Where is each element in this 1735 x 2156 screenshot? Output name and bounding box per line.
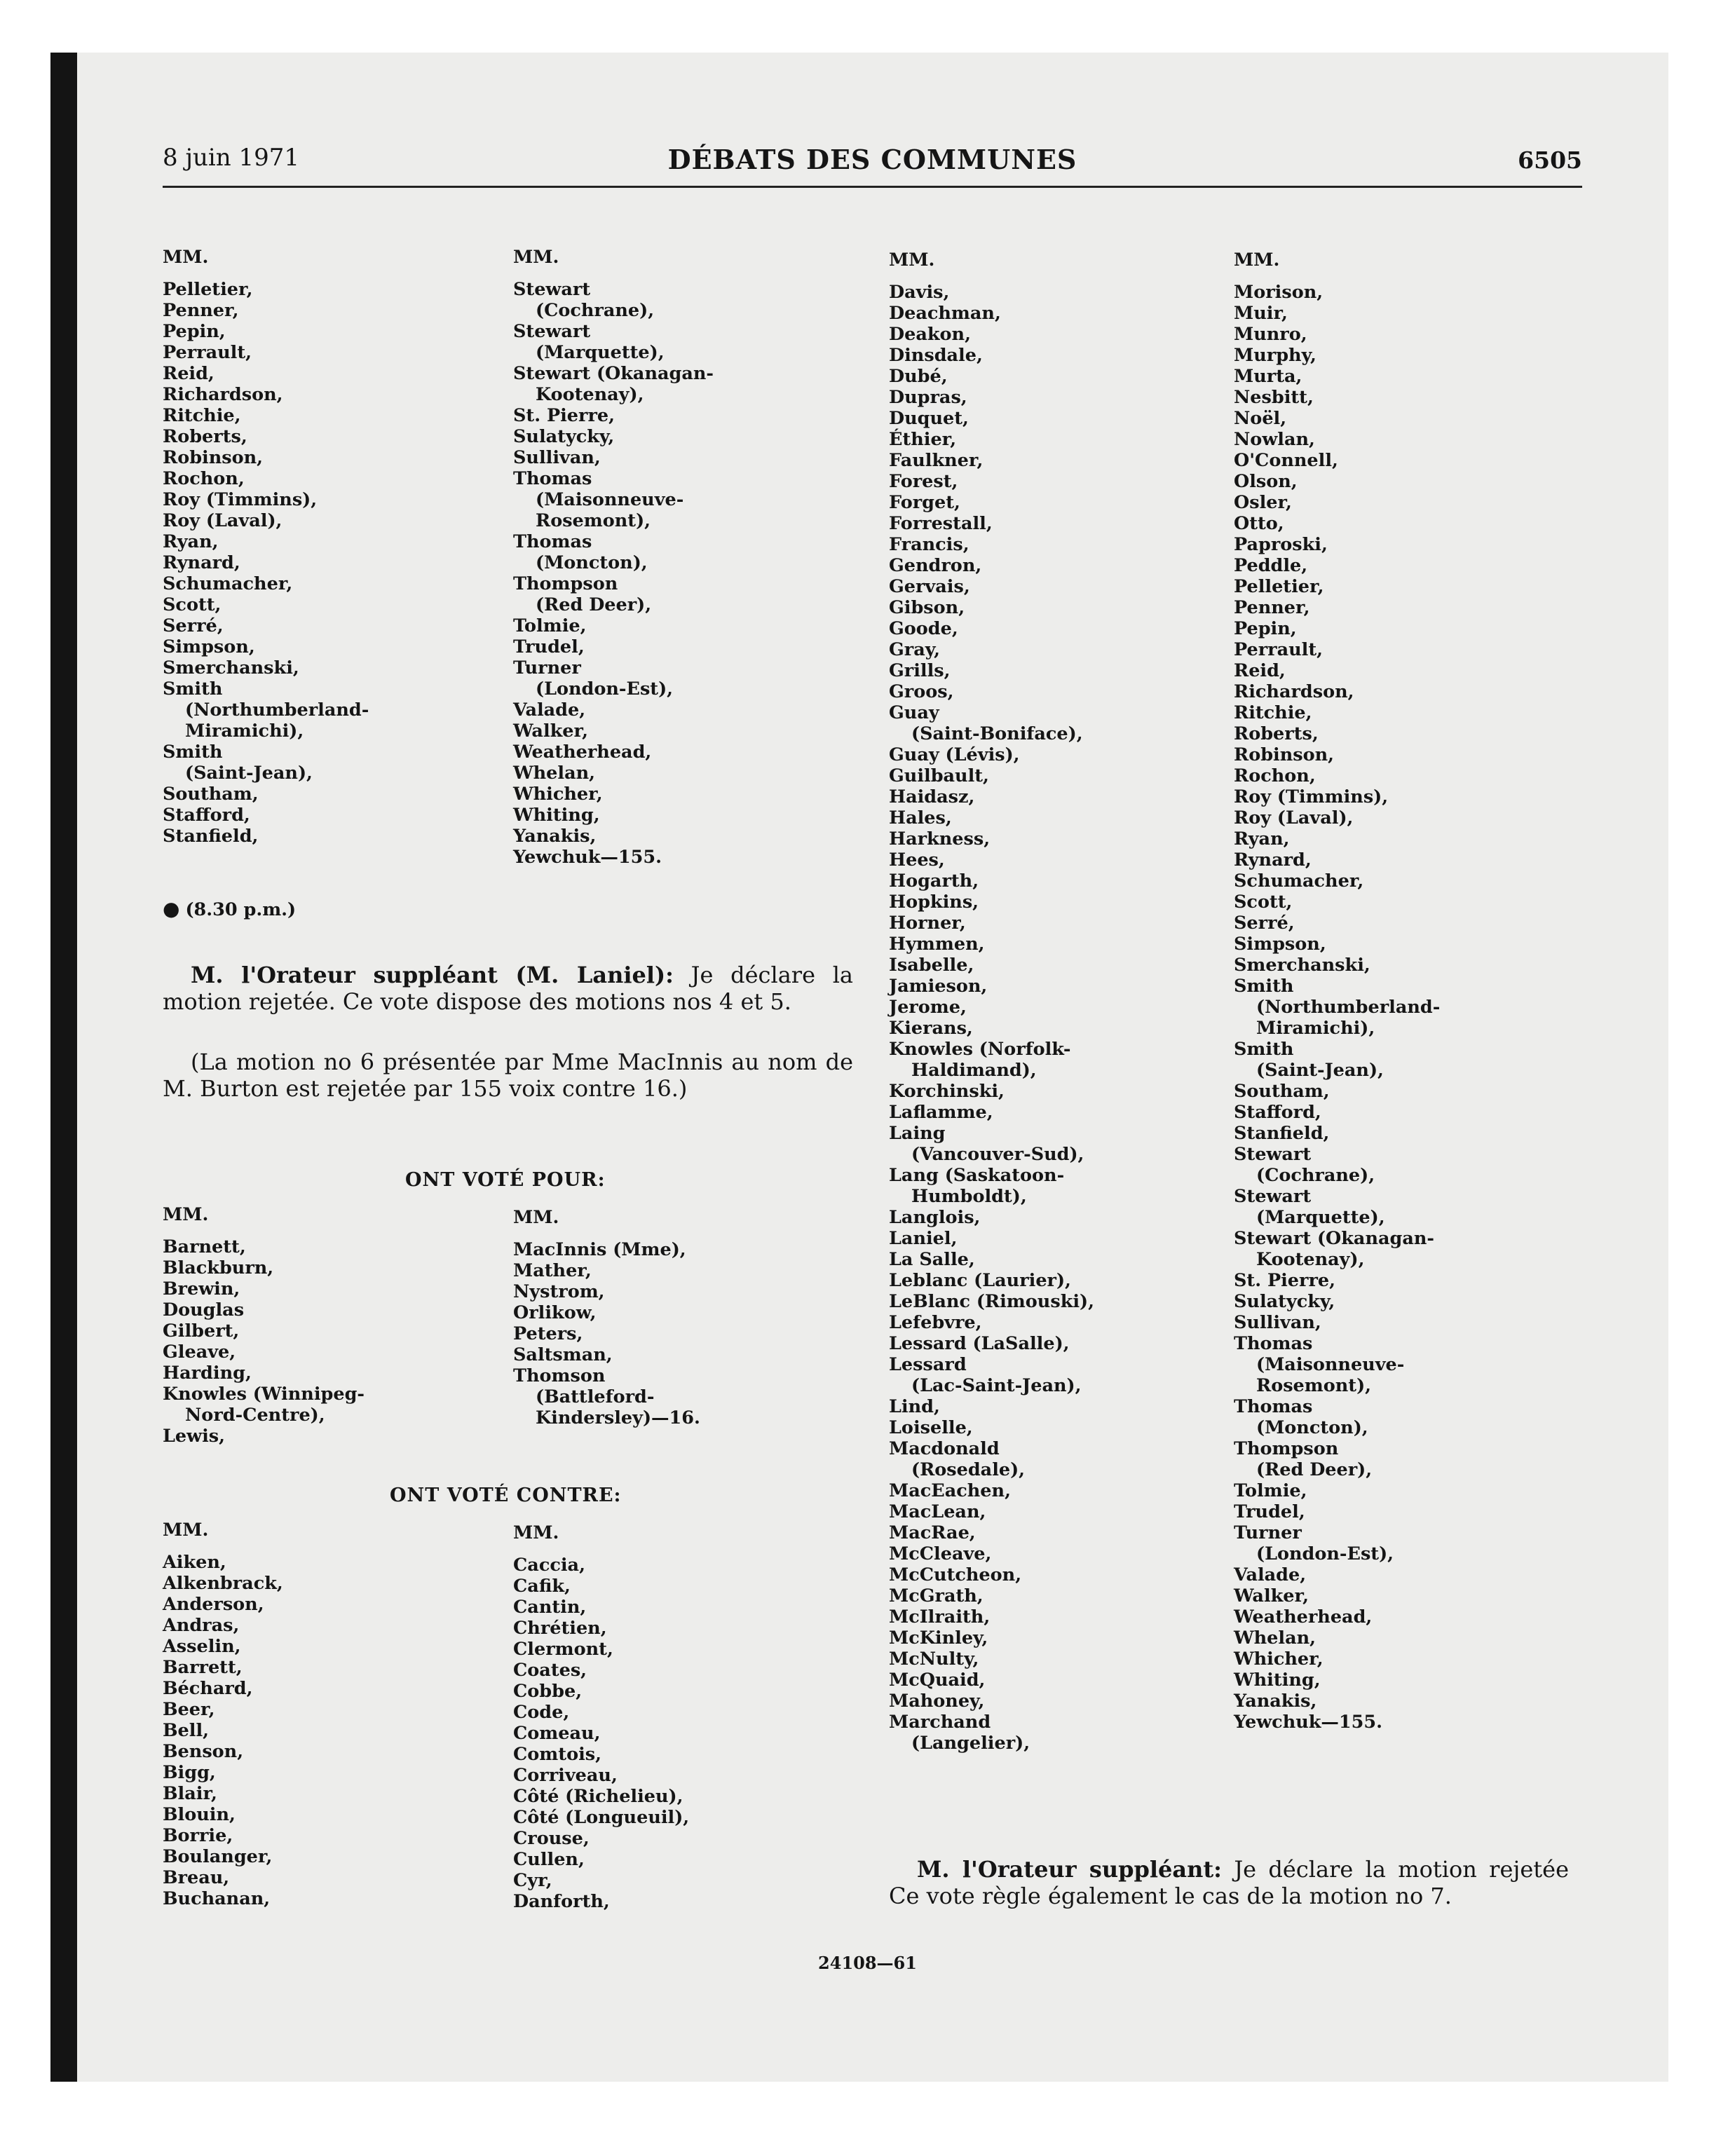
timestamp-text: (8.30 p.m.) <box>185 899 297 920</box>
member-name: Scott, <box>1234 892 1293 913</box>
member-name: Rynard, <box>163 552 240 573</box>
member-name: Mather, <box>513 1260 592 1281</box>
mm-label: MM. <box>513 1207 559 1228</box>
member-name: Cafik, <box>513 1576 571 1597</box>
member-name: Bigg, <box>163 1762 216 1783</box>
member-name: Stewart <box>1234 1144 1312 1165</box>
member-name: Trudel, <box>1234 1501 1305 1522</box>
member-name: Hymmen, <box>889 934 985 955</box>
member-name: Deakon, <box>889 324 971 345</box>
member-name: (Marquette), <box>1256 1207 1385 1228</box>
member-name: Smith <box>163 742 223 763</box>
member-name: Sullivan, <box>513 447 601 468</box>
member-name: (Maisonneuve- <box>1256 1354 1405 1375</box>
member-name: Schumacher, <box>1234 871 1364 892</box>
member-name: Macdonald <box>889 1438 1000 1459</box>
mm-label: MM. <box>513 1522 559 1543</box>
member-name: Whiting, <box>1234 1670 1321 1691</box>
mm-label: MM. <box>163 247 209 268</box>
member-name: (Battleford- <box>536 1386 655 1407</box>
member-name: (Northumberland- <box>185 700 369 721</box>
member-name: Pepin, <box>163 321 226 342</box>
member-name: Alkenbrack, <box>163 1573 283 1594</box>
member-name: Guay <box>889 702 939 723</box>
member-name: Yanakis, <box>1234 1691 1317 1712</box>
member-name: Whicher, <box>513 784 603 805</box>
mm-label: MM. <box>513 247 559 268</box>
member-name: (Northumberland- <box>1256 997 1441 1018</box>
member-name: Trudel, <box>513 636 585 657</box>
member-name: Reid, <box>163 363 215 384</box>
member-name: Code, <box>513 1702 570 1723</box>
member-name: Roy (Timmins), <box>163 489 318 510</box>
name-list <box>163 1236 365 1447</box>
member-name: Haldimand), <box>911 1060 1037 1081</box>
member-name: Marchand <box>889 1712 991 1733</box>
member-name: St. Pierre, <box>1234 1270 1336 1291</box>
member-name: Clermont, <box>513 1639 613 1660</box>
member-name: Harkness, <box>889 828 991 850</box>
member-name: Harding, <box>163 1363 252 1384</box>
member-name: Olson, <box>1234 471 1298 492</box>
member-name: Valade, <box>1234 1564 1307 1585</box>
member-name: Laflamme, <box>889 1102 993 1123</box>
member-name: LeBlanc (Rimouski), <box>889 1291 1094 1312</box>
member-name: MacRae, <box>889 1522 976 1543</box>
member-name: Nystrom, <box>513 1281 605 1302</box>
member-name: (Red Deer), <box>536 594 652 615</box>
member-name: MacEachen, <box>889 1480 1011 1501</box>
member-name: Kindersley)—16. <box>536 1407 700 1428</box>
member-name: Stewart <box>513 279 591 300</box>
member-name: Stewart <box>1234 1186 1312 1207</box>
contre-column-4 <box>1234 250 1440 1733</box>
member-name: Sulatycky, <box>1234 1291 1335 1312</box>
member-name: Gleave, <box>163 1342 236 1363</box>
member-name: Otto, <box>1234 513 1284 534</box>
member-name: Horner, <box>889 913 966 934</box>
member-name: St. Pierre, <box>513 405 615 426</box>
name-list <box>513 1239 700 1428</box>
member-name: Humboldt), <box>911 1186 1027 1207</box>
timestamp <box>163 897 296 920</box>
member-name: Knowles (Norfolk- <box>889 1039 1071 1060</box>
member-name: (Moncton), <box>536 552 648 573</box>
member-name: Serré, <box>163 615 224 636</box>
member-name: Rochon, <box>163 468 245 489</box>
header-page-number: 6505 <box>1518 146 1582 174</box>
member-name: (London-Est), <box>536 678 674 700</box>
member-name: (Maisonneuve- <box>536 489 684 510</box>
speaker-ruling-2 <box>889 1856 1569 1909</box>
motion-6-text: (La motion no 6 présentée par Mme MacInnis au nom de M. Burton est rejetée par 155 voix contre 16.) <box>163 1049 853 1102</box>
member-name: Knowles (Winnipeg- <box>163 1384 365 1405</box>
member-name: Lessard (LaSalle), <box>889 1333 1070 1354</box>
member-name: Lang (Saskatoon- <box>889 1165 1065 1186</box>
member-name: McKinley, <box>889 1628 988 1649</box>
member-name: Hees, <box>889 850 945 871</box>
member-name: Peddle, <box>1234 555 1308 576</box>
member-name: Penner, <box>163 300 239 321</box>
member-name: O'Connell, <box>1234 450 1338 471</box>
member-name: Weatherhead, <box>513 742 652 763</box>
member-name: Ryan, <box>1234 828 1290 850</box>
member-name: Hopkins, <box>889 892 979 913</box>
member-name: Richardson, <box>163 384 283 405</box>
page-footer-code: 24108—61 <box>818 1953 917 1973</box>
member-name: Stewart (Okanagan- <box>1234 1228 1434 1249</box>
member-name: Barrett, <box>163 1657 243 1678</box>
heading-ont-vote-contre: ONT VOTÉ CONTRE: <box>390 1485 622 1506</box>
member-name: (Saint-Boniface), <box>911 723 1083 744</box>
member-name: Simpson, <box>1234 934 1326 955</box>
member-name: Cantin, <box>513 1597 587 1618</box>
name-list <box>163 1552 283 1909</box>
member-name: Rosemont), <box>1256 1375 1372 1396</box>
member-name: Murphy, <box>1234 345 1316 366</box>
member-name: Cullen, <box>513 1849 585 1870</box>
member-name: Simpson, <box>163 636 255 657</box>
member-name: Yewchuk—155. <box>513 847 662 868</box>
member-name: (Cochrane), <box>536 300 655 321</box>
member-name: (Marquette), <box>536 342 665 363</box>
member-name: McQuaid, <box>889 1670 986 1691</box>
name-list <box>513 1555 689 1912</box>
member-name: Robinson, <box>163 447 264 468</box>
pour-column-2 <box>513 1207 700 1428</box>
member-name: Davis, <box>889 282 950 303</box>
member-name: Thomas <box>1234 1333 1313 1354</box>
member-name: Forest, <box>889 471 958 492</box>
mm-label: MM. <box>1234 250 1280 271</box>
member-name: Nord-Centre), <box>185 1405 325 1426</box>
member-name: Forget, <box>889 492 960 513</box>
member-name: Perrault, <box>1234 639 1323 660</box>
member-name: Boulanger, <box>163 1846 273 1867</box>
member-name: McCutcheon, <box>889 1564 1022 1585</box>
member-name: Beer, <box>163 1699 215 1720</box>
member-name: La Salle, <box>889 1249 975 1270</box>
member-name: (Moncton), <box>1256 1417 1368 1438</box>
mm-label: MM. <box>163 1204 209 1225</box>
member-name: Lefebvre, <box>889 1312 982 1333</box>
member-name: Whiting, <box>513 805 600 826</box>
member-name: Ryan, <box>163 531 219 552</box>
member-name: Thompson <box>513 573 618 594</box>
member-name: Faulkner, <box>889 450 984 471</box>
heading-ont-vote-pour: ONT VOTÉ POUR: <box>405 1169 606 1191</box>
member-name: (London-Est), <box>1256 1543 1394 1564</box>
member-name: Turner <box>513 657 581 678</box>
member-name: Ritchie, <box>1234 702 1312 723</box>
member-name: Langlois, <box>889 1207 981 1228</box>
member-name: Kootenay), <box>536 384 644 405</box>
member-name: Stafford, <box>1234 1102 1321 1123</box>
member-name: Munro, <box>1234 324 1307 345</box>
member-name: Smith <box>163 678 223 700</box>
member-name: Peters, <box>513 1323 583 1344</box>
bullet-icon: ● <box>163 897 180 920</box>
page-header <box>163 144 1582 188</box>
member-name: (Saint-Jean), <box>185 763 313 784</box>
member-name: Blouin, <box>163 1804 236 1825</box>
member-name: Sullivan, <box>1234 1312 1321 1333</box>
member-name: Thomas <box>1234 1396 1313 1417</box>
member-name: Smerchanski, <box>1234 955 1370 976</box>
member-name: Gibson, <box>889 597 965 618</box>
member-name: Valade, <box>513 700 586 721</box>
member-name: Tolmie, <box>513 615 587 636</box>
member-name: Smith <box>1234 1039 1294 1060</box>
member-name: Forrestall, <box>889 513 993 534</box>
member-name: Gray, <box>889 639 940 660</box>
ruling-text: Je déclare la motion rejetée. Ce vote dispose des motions nos 4 et 5. <box>163 962 854 1015</box>
block1-column-1 <box>163 247 369 847</box>
member-name: Rochon, <box>1234 765 1316 786</box>
member-name: Gendron, <box>889 555 982 576</box>
member-name: Turner <box>1234 1522 1302 1543</box>
contre-column-3 <box>889 250 1094 1754</box>
member-name: Rynard, <box>1234 850 1312 871</box>
member-name: Scott, <box>163 594 222 615</box>
member-name: Dinsdale, <box>889 345 983 366</box>
member-name: Breau, <box>163 1867 230 1888</box>
member-name: (Rosedale), <box>911 1459 1026 1480</box>
member-name: Goode, <box>889 618 958 639</box>
member-name: McCleave, <box>889 1543 992 1564</box>
header-title: DÉBATS DES COMMUNES <box>667 144 1077 175</box>
mm-label: MM. <box>889 250 935 271</box>
motion-6-result <box>163 1049 853 1102</box>
member-name: Robinson, <box>1234 744 1335 765</box>
mm-label: MM. <box>163 1520 209 1541</box>
member-name: Guilbault, <box>889 765 989 786</box>
header-date: 8 juin 1971 <box>163 144 299 172</box>
member-name: Paproski, <box>1234 534 1328 555</box>
member-name: Thomas <box>513 468 592 489</box>
pour-column-1 <box>163 1204 365 1447</box>
member-name: Isabelle, <box>889 955 974 976</box>
member-name: Éthier, <box>889 429 957 450</box>
member-name: Rosemont), <box>536 510 651 531</box>
member-name: Jerome, <box>889 997 967 1018</box>
member-name: Roy (Laval), <box>163 510 283 531</box>
member-name: Whelan, <box>513 763 596 784</box>
member-name: Roy (Timmins), <box>1234 786 1389 807</box>
member-name: Walker, <box>513 721 588 742</box>
member-name: McNulty, <box>889 1649 979 1670</box>
member-name: Roy (Laval), <box>1234 807 1354 828</box>
member-name: Pelletier, <box>1234 576 1324 597</box>
member-name: Hales, <box>889 807 952 828</box>
member-name: Stewart <box>513 321 591 342</box>
member-name: Comtois, <box>513 1744 601 1765</box>
member-name: Asselin, <box>163 1636 241 1657</box>
member-name: Lewis, <box>163 1426 226 1447</box>
member-name: Thomas <box>513 531 592 552</box>
member-name: Mahoney, <box>889 1691 985 1712</box>
scan-edge <box>50 53 77 2082</box>
name-list <box>513 279 714 868</box>
member-name: Blair, <box>163 1783 217 1804</box>
member-name: Richardson, <box>1234 681 1354 702</box>
member-name: Thompson <box>1234 1438 1339 1459</box>
member-name: Stafford, <box>163 805 250 826</box>
member-name: Dubé, <box>889 366 948 387</box>
member-name: Thomson <box>513 1365 606 1386</box>
member-name: Osler, <box>1234 492 1292 513</box>
member-name: Dupras, <box>889 387 967 408</box>
member-name: Cobbe, <box>513 1681 583 1702</box>
member-name: Nowlan, <box>1234 429 1315 450</box>
member-name: Muir, <box>1234 303 1288 324</box>
member-name: Duquet, <box>889 408 969 429</box>
member-name: (Vancouver-Sud), <box>911 1144 1084 1165</box>
member-name: Roberts, <box>1234 723 1319 744</box>
member-name: Douglas <box>163 1299 245 1321</box>
member-name: Stewart (Okanagan- <box>513 363 714 384</box>
member-name: (Lac-Saint-Jean), <box>911 1375 1082 1396</box>
member-name: McGrath, <box>889 1585 984 1606</box>
member-name: Benson, <box>163 1741 244 1762</box>
member-name: Miramichi), <box>1256 1018 1375 1039</box>
member-name: Pepin, <box>1234 618 1297 639</box>
member-name: Miramichi), <box>185 721 304 742</box>
member-name: Borrie, <box>163 1825 233 1846</box>
member-name: Orlikow, <box>513 1302 597 1323</box>
member-name: Anderson, <box>163 1594 264 1615</box>
member-name: Southam, <box>1234 1081 1330 1102</box>
member-name: Bell, <box>163 1720 210 1741</box>
member-name: Gervais, <box>889 576 970 597</box>
member-name: Murta, <box>1234 366 1302 387</box>
member-name: Coates, <box>513 1660 587 1681</box>
member-name: Yewchuk—155. <box>1234 1712 1383 1733</box>
member-name: Brewin, <box>163 1278 240 1299</box>
member-name: Sulatycky, <box>513 426 615 447</box>
member-name: Béchard, <box>163 1678 253 1699</box>
member-name: Chrétien, <box>513 1618 607 1639</box>
member-name: Kierans, <box>889 1018 973 1039</box>
member-name: Laniel, <box>889 1228 958 1249</box>
member-name: Aiken, <box>163 1552 226 1573</box>
member-name: Deachman, <box>889 303 1001 324</box>
member-name: Buchanan, <box>163 1888 271 1909</box>
contre-column-1 <box>163 1520 283 1909</box>
name-list <box>163 279 369 847</box>
member-name: Côté (Richelieu), <box>513 1786 683 1807</box>
member-name: Pelletier, <box>163 279 253 300</box>
member-name: Caccia, <box>513 1555 585 1576</box>
member-name: Korchinski, <box>889 1081 1005 1102</box>
member-name: MacLean, <box>889 1501 986 1522</box>
member-name: Tolmie, <box>1234 1480 1307 1501</box>
member-name: Stanfield, <box>163 826 259 847</box>
member-name: Nesbitt, <box>1234 387 1314 408</box>
member-name: (Cochrane), <box>1256 1165 1375 1186</box>
member-name: Roberts, <box>163 426 247 447</box>
member-name: Serré, <box>1234 913 1295 934</box>
member-name: Corriveau, <box>513 1765 618 1786</box>
contre-column-2 <box>513 1522 689 1912</box>
name-list <box>889 282 1094 1754</box>
name-list <box>1234 282 1440 1733</box>
member-name: Reid, <box>1234 660 1286 681</box>
member-name: Lessard <box>889 1354 967 1375</box>
member-name: Blackburn, <box>163 1257 274 1278</box>
member-name: Francis, <box>889 534 969 555</box>
member-name: Perrault, <box>163 342 252 363</box>
member-name: Whelan, <box>1234 1628 1316 1649</box>
member-name: Jamieson, <box>889 976 988 997</box>
member-name: Andras, <box>163 1615 240 1636</box>
speaker-ruling-1 <box>163 962 853 1015</box>
member-name: (Langelier), <box>911 1733 1030 1754</box>
member-name: Haidasz, <box>889 786 975 807</box>
member-name: Laing <box>889 1123 946 1144</box>
member-name: Cyr, <box>513 1870 552 1891</box>
member-name: Grills, <box>889 660 951 681</box>
member-name: Walker, <box>1234 1585 1309 1606</box>
speaker-name: M. l'Orateur suppléant (M. Laniel): <box>191 962 674 988</box>
speaker-name: M. l'Orateur suppléant: <box>917 1856 1222 1883</box>
member-name: Saltsman, <box>513 1344 613 1365</box>
member-name: Smerchanski, <box>163 657 299 678</box>
member-name: MacInnis (Mme), <box>513 1239 686 1260</box>
member-name: Crouse, <box>513 1828 590 1849</box>
member-name: Schumacher, <box>163 573 293 594</box>
member-name: Penner, <box>1234 597 1310 618</box>
member-name: (Saint-Jean), <box>1256 1060 1384 1081</box>
member-name: Weatherhead, <box>1234 1606 1373 1628</box>
member-name: Noël, <box>1234 408 1287 429</box>
member-name: Lind, <box>889 1396 940 1417</box>
member-name: Barnett, <box>163 1236 246 1257</box>
member-name: Loiselle, <box>889 1417 973 1438</box>
member-name: Hogarth, <box>889 871 979 892</box>
member-name: (Red Deer), <box>1256 1459 1373 1480</box>
member-name: Gilbert, <box>163 1321 240 1342</box>
member-name: Côté (Longueuil), <box>513 1807 690 1828</box>
member-name: McIlraith, <box>889 1606 991 1628</box>
member-name: Comeau, <box>513 1723 601 1744</box>
member-name: Danforth, <box>513 1891 610 1912</box>
member-name: Guay (Lévis), <box>889 744 1020 765</box>
member-name: Stanfield, <box>1234 1123 1330 1144</box>
member-name: Groos, <box>889 681 954 702</box>
block1-column-2 <box>513 247 714 868</box>
ruling-text: Je déclare la motion rejetée Ce vote règle également le cas de la motion no 7. <box>889 1856 1569 1909</box>
member-name: Leblanc (Laurier), <box>889 1270 1071 1291</box>
member-name: Ritchie, <box>163 405 241 426</box>
member-name: Whicher, <box>1234 1649 1324 1670</box>
member-name: Southam, <box>163 784 259 805</box>
member-name: Yanakis, <box>513 826 597 847</box>
member-name: Morison, <box>1234 282 1324 303</box>
member-name: Smith <box>1234 976 1294 997</box>
member-name: Kootenay), <box>1256 1249 1365 1270</box>
